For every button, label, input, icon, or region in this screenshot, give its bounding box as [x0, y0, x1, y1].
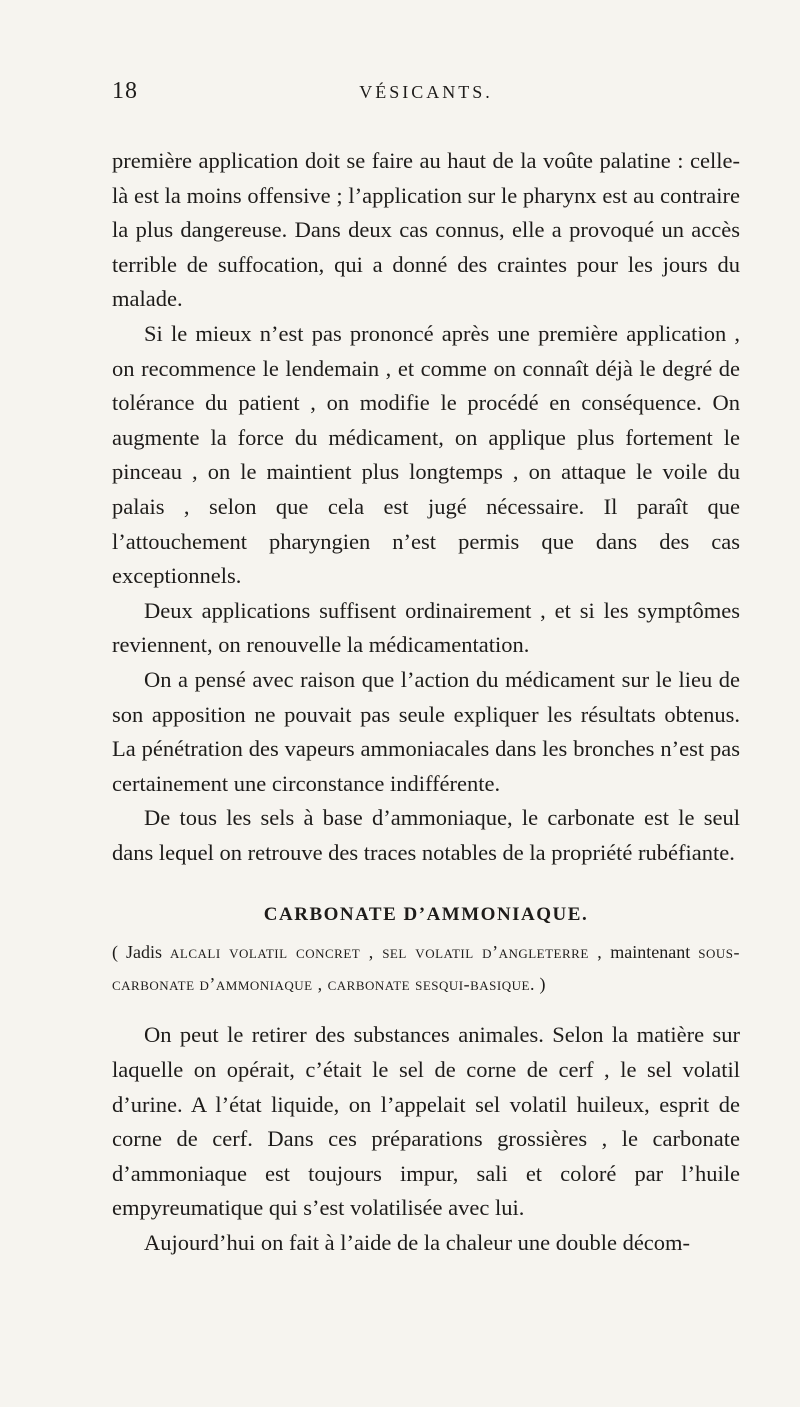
- body-text: [112, 114, 740, 1261]
- paragraph: Deux applications suffisent ordinairement , et si les symptômes reviennent, on renouvelle la médicamentation.: [112, 597, 740, 658]
- paragraph: On peut le retirer des substances animales. Selon la matière sur laquelle on opérait, c’était le sel de corne de cerf , le sel volatil d’urine. A l’état liquide, on l’appelait sel volatil huileux, esprit de corne de cerf. Dans ces préparations grossières , le carbonate d’ammoniaque est toujours impur, sali et coloré par l’huile empyreumatique qui s’est volatilisée avec lui.: [112, 1022, 740, 1221]
- subtitle-former-names: alcali volatil concret , sel volatil d’angleterre ,: [170, 942, 603, 963]
- subtitle-open: ( Jadis: [112, 942, 170, 963]
- section-title: CARBONATE D’AMMONIAQUE.: [263, 904, 589, 926]
- page-number: 18: [112, 78, 138, 104]
- paragraph: Aujourd’hui on fait à l’aide de la chaleur une double décom-: [144, 1230, 691, 1256]
- paragraph: De tous les sels à base d’ammoniaque, le carbonate est le seul dans lequel on retrouve des traces notables de la propriété rubéfiante.: [112, 805, 740, 865]
- section-subtitle: [112, 936, 740, 1000]
- running-head: [112, 78, 740, 108]
- paragraph: On a pensé avec raison que l’action du médicament sur le lieu de son apposition ne pouvait pas seule expliquer les résultats obtenus. La pénétration des vapeurs ammoniacales dans les bronches n’est pas certainement une circonstance indifférente.: [112, 666, 740, 796]
- subtitle-mid: maintenant: [602, 942, 699, 963]
- running-title: VÉSICANTS.: [359, 82, 493, 102]
- subtitle-current-names: sous-carbonate d’ammoniaque , carbonate sesqui-basique.: [112, 942, 740, 995]
- paragraph: première application doit se faire au haut de la voûte palatine : celle-là est la moins offensive ; l’application sur le pharynx est au contraire la plus dangereuse. Dans deux cas connus, elle a provoqué un accès terrible de suffocation, qui a donné des craintes pour les jours du malade.: [112, 148, 740, 312]
- subtitle-close: ): [534, 974, 546, 995]
- paragraph: Si le mieux n’est pas prononcé après une première application , on recommence le lendemain , et comme on connaît déjà le degré de tolérance du patient , on modifie le procédé en conséquence. On augmente la force du médicament, on applique plus fortement le pinceau , on le maintient plus longtemps , on attaque le voile du palais , selon que cela est jugé nécessaire. Il paraît que l’attouchement pharyngien n’est permis que dans des cas exceptionnels.: [112, 320, 740, 589]
